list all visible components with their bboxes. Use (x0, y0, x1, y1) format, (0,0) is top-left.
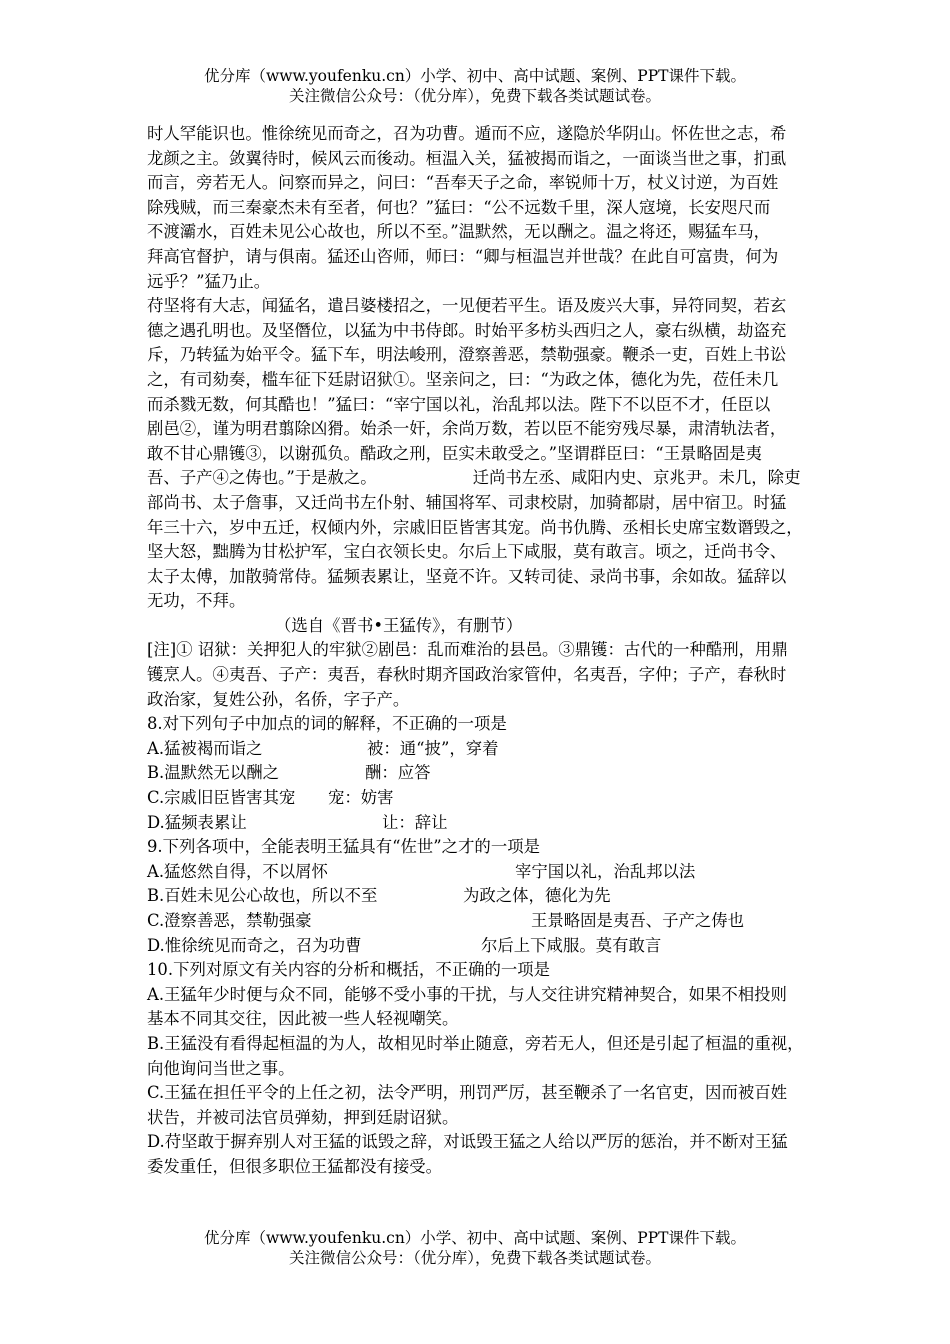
passage-line: 坚大怒，黜腾为甘松护军，宝白衣领长史。尔后上下咸服，莫有敢言。顷之，迁尚书令、 (147, 542, 787, 562)
passage-line: 部尚书、太子詹事，又迁尚书左仆射、辅国将军、司隶校尉，加骑都尉，居中宿卫。时猛 (147, 492, 787, 512)
option-c: C.宗戚旧臣皆害其宠 宠：妨害 (147, 788, 394, 808)
option-a: A.猛悠然自得，不以屑怀 宰宁国以礼，治乱邦以法 (147, 861, 696, 881)
option-d: D.惟徐统见而奇之，召为功曹 尔后上下咸服。莫有敢言 (147, 935, 662, 955)
passage-line: 剧邑②，谨为明君翦除凶猾。始杀一奸，余尚万数，若以臣不能穷残尽暴，肃清轨法者， (147, 419, 787, 439)
passage-line: 之，有司劾奏，槛车征下廷尉诏狱①。坚亲问之，曰：“为政之体，德化为先，莅任未几 (147, 369, 779, 389)
passage-line: 远乎？”猛乃止。 (147, 271, 271, 291)
option-line: 基本不同其交往，因此被一些人轻视嘲笑。 (147, 1009, 459, 1029)
page-header (0, 66, 950, 106)
document-body (147, 122, 809, 1180)
option-line: A.王猛年少时便与众不同，能够不受小事的干扰，与人交往讲究精神契合，如果不相投则 (147, 984, 787, 1004)
passage-line: 拜高官督护，请与俱南。猛还山咨师，师曰：“卿与桓温岂并世哉？在此自可富贵，何为 (147, 246, 779, 266)
passage-line: 时人罕能识也。惟徐统见而奇之，召为功曹。遁而不应，遂隐於华阴山。怀佐世之志，希 (147, 124, 787, 143)
passage-line-tail: 迁尚书左丞、咸阳内史、京兆尹。未几，除吏 (472, 468, 801, 488)
question-stem: 9.下列各项中，全能表明王猛具有“佐世”之才的一项是 (147, 837, 540, 857)
option-line: 委发重任，但很多职位王猛都没有接受。 (147, 1156, 443, 1176)
passage-line: 龙颜之主。敛翼待时，候风云而後动。桓温入关，猛被揭而诣之，一面谈当世之事，扪虱 (147, 148, 787, 168)
passage-line-head: 吾、子产④之俦也。”于是赦之。 (147, 468, 377, 488)
option-c: C.澄察善恶，禁勒强豪 王景略固是夷吾、子产之俦也 (147, 911, 745, 930)
source-citation: （选自《晋书•王猛传》，有删节） (275, 615, 523, 635)
footnote-line: [注]① 诏狱：关押犯人的牢狱②剧邑：乱而难治的县邑。③鼎镬：古代的一种酷刑，用鼎 (147, 640, 788, 660)
footer-line-1: 优分库（www.youfenku.cn）小学、初中、高中试题、案例、PPT课件下载。 (203, 1229, 747, 1247)
passage-line: 无功，不拜。 (147, 591, 246, 611)
passage-line: 而杀戮无数，何其酷也！”猛曰：“宰宁国以礼，治乱邦以法。陛下不以臣不才，任臣以 (147, 394, 771, 414)
option-line: 向他询问当世之事。 (147, 1058, 295, 1078)
option-b: B.温默然无以酬之 酬：应答 (147, 763, 431, 783)
passage-line: 斥，乃转猛为始平令。猛下车，明法峻刑，澄察善恶，禁勒强豪。鞭杀一吏，百姓上书讼 (147, 345, 787, 365)
footnotes (147, 638, 809, 712)
header-line-2: 关注微信公众号：（优分库），免费下载各类试题试卷。 (288, 87, 661, 105)
passage-line: 太子太傅，加散骑常侍。猛频表累让，坚竟不许。又转司徒、录尚书事，余如故。猛辞以 (147, 566, 787, 586)
option-line: D.苻坚敢于摒弃别人对王猛的诋毁之辞，对诋毁王猛之人给以严厉的惩治，并不断对王猛 (147, 1132, 788, 1152)
passage-line: 而言，旁若无人。问察而异之，问曰：“吾奉天子之命，率锐师十万，杖义讨逆，为百姓 (147, 173, 779, 193)
page-footer (0, 1228, 950, 1268)
option-d: D.猛频表累让 让：辞让 (147, 812, 448, 832)
question-9 (147, 835, 809, 958)
passage-line-with-inline-tail (147, 466, 809, 491)
question-stem: 10.下列对原文有关内容的分析和概括，不正确的一项是 (147, 960, 551, 980)
question-10 (147, 958, 809, 1179)
passage-line: 敢不甘心鼎镬③，以谢孤负。酷政之刑，臣实未敢受之。”坚谓群臣曰：“王景略固是夷 (147, 443, 763, 463)
header-line-1: 优分库（www.youfenku.cn）小学、初中、高中试题、案例、PPT课件下载。 (203, 67, 747, 85)
passage-line: 除残贼，而三秦豪杰未有至者，何也？”猛曰：“公不远数千里，深人寇境，长安咫尺而 (147, 197, 771, 217)
passage-line: 德之遇孔明也。及坚僭位，以猛为中书侍郎。时始平多枋头西归之人，豪右纵横，劫盗充 (147, 320, 787, 340)
option-line: B.王猛没有看得起桓温的为人，故相见时举止随意，旁若无人，但还是引起了桓温的重视， (147, 1033, 804, 1053)
option-b: B.百姓未见公心故也，所以不至 为政之体，德化为先 (147, 886, 611, 906)
option-a: A.猛被褐而诣之 被：通“披”，穿着 (147, 738, 499, 758)
question-stem: 8.对下列句子中加点的词的解释，不正确的一项是 (147, 714, 507, 734)
footnote-line: 政治家，复姓公孙，名侨，字子产。 (147, 689, 410, 709)
footnote-line: 镬烹人。④夷吾、子产：夷吾，春秋时期齐国政治家管仲，名夷吾，字仲；子产，春秋时 (147, 665, 787, 685)
passage-line: 不渡灞水，百姓未见公心故也，所以不至。”温默然，无以酬之。温之将还，赐猛车马， (147, 222, 771, 242)
option-line: 状告，并被司法官员弹劾，押到廷尉诏狱。 (147, 1107, 459, 1127)
passage (147, 122, 809, 614)
option-line: C.王猛在担任平令的上任之初，法令严明，刑罚严厉，甚至鞭杀了一名官吏，因而被百姓 (147, 1083, 788, 1103)
question-8 (147, 712, 809, 835)
passage-line: 苻坚将有大志，闻猛名，遣吕婆楼招之，一见便若平生。语及废兴大事，异符同契，若玄 (147, 296, 787, 316)
footer-line-2: 关注微信公众号：（优分库），免费下载各类试题试卷。 (288, 1249, 661, 1267)
passage-line: 年三十六，岁中五迁，权倾内外，宗戚旧臣皆害其宠。尚书仇腾、丞相长史席宝数谮毁之， (147, 517, 803, 537)
